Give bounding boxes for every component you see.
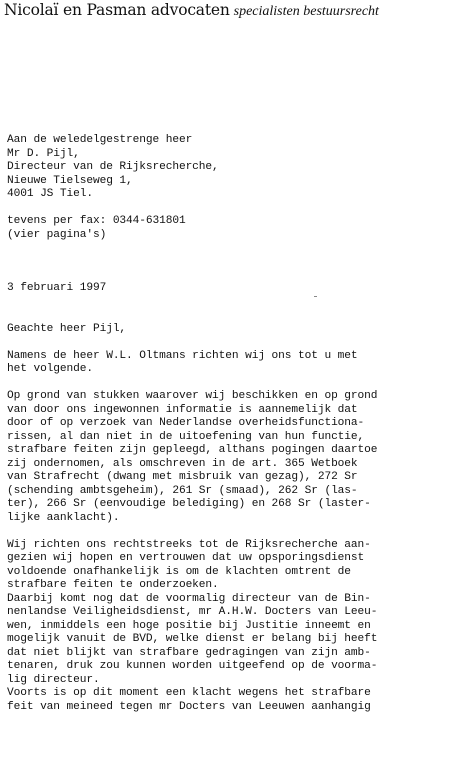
page-count-line: (vier pagina's) bbox=[7, 228, 107, 241]
text-line: door of op verzoek van Nederlandse overheidsfunctiona- bbox=[7, 417, 365, 429]
text-line: Wij richten ons rechtstreeks tot de Rijksrecherche aan- bbox=[7, 538, 371, 551]
text-line: van door ons ingewonnen informatie is aannemelijk dat bbox=[7, 403, 358, 416]
text-line: mogelijk vanuit de BVD, welke dienst er belang bij heeft bbox=[7, 633, 378, 645]
address-line: Mr D. Pijl, bbox=[7, 147, 80, 160]
text-line: dat niet blijkt van strafbare gedragingen van zijn amb- bbox=[7, 646, 371, 659]
text-line: tenaren, druk zou kunnen worden uitgeefend op de voorma- bbox=[7, 660, 378, 672]
letter-date: 3 februari 1997 bbox=[7, 282, 107, 294]
text-line: het volgende. bbox=[7, 363, 93, 375]
paragraph-offences bbox=[7, 390, 449, 525]
firm-name: Nicolaï en Pasman advocaten bbox=[4, 1, 230, 19]
salutation: Geachte heer Pijl, bbox=[7, 322, 127, 335]
paragraph-rijksrecherche bbox=[7, 539, 449, 715]
text-line: strafbare feiten zijn gepleegd, althans pogingen daartoe bbox=[7, 444, 378, 456]
text-line: strafbare feiten te onderzoeken. bbox=[7, 579, 219, 591]
text-line: Voorts is op dit moment een klacht wegens het strafbare bbox=[7, 687, 371, 699]
text-line: Namens de heer W.L. Oltmans richten wij ons tot u met bbox=[7, 349, 358, 362]
recipient-address bbox=[7, 134, 449, 202]
text-line: gezien wij hopen en vertrouwen dat uw opsporingsdienst bbox=[7, 552, 365, 564]
address-line: Directeur van de Rijksrecherche, bbox=[7, 161, 219, 173]
address-line: Nieuwe Tielseweg 1, bbox=[7, 174, 133, 187]
text-line: feit van meineed tegen mr Docters van Leeuwen aanhangig bbox=[7, 700, 371, 713]
letter-body bbox=[7, 134, 449, 714]
text-line: van Strafrecht (dwang met misbruik van gezag), 272 Sr bbox=[7, 471, 358, 483]
address-line: 4001 JS Tiel. bbox=[7, 188, 93, 200]
fax-notice bbox=[7, 215, 449, 242]
fax-number-line: tevens per fax: 0344-631801 bbox=[7, 215, 186, 227]
text-line: lijke aanklacht). bbox=[7, 511, 120, 524]
address-line: Aan de weledelgestrenge heer bbox=[7, 134, 193, 146]
text-line: Daarbij komt nog dat de voormalig directeur van de Bin- bbox=[7, 592, 371, 605]
text-line: ter), 266 Sr (eenvoudige belediging) en 268 Sr (laster- bbox=[7, 498, 371, 510]
text-line: zij ondernomen, als omschreven in de art. 365 Wetboek bbox=[7, 457, 358, 470]
text-line: wen, inmiddels een hoge positie bij Justitie inneemt en bbox=[7, 619, 371, 632]
text-line: (schending ambtsgeheim), 261 Sr (smaad), 262 Sr (las- bbox=[7, 484, 358, 497]
firm-tagline: specialisten bestuursrecht bbox=[233, 4, 379, 19]
text-line: nenlandse Veiligheidsdienst, mr A.H.W. Docters van Leeu- bbox=[7, 606, 378, 618]
text-line: Op grond van stukken waarover wij beschikken en op grond bbox=[7, 390, 378, 402]
intro-paragraph bbox=[7, 350, 449, 377]
text-line: rissen, al dan niet in de uitoefening van hun functie, bbox=[7, 430, 365, 443]
letterhead bbox=[4, 0, 379, 22]
text-line: voldoende onafhankelijk is om de klachten omtrent de bbox=[7, 565, 351, 578]
text-line: lig directeur. bbox=[7, 673, 100, 686]
